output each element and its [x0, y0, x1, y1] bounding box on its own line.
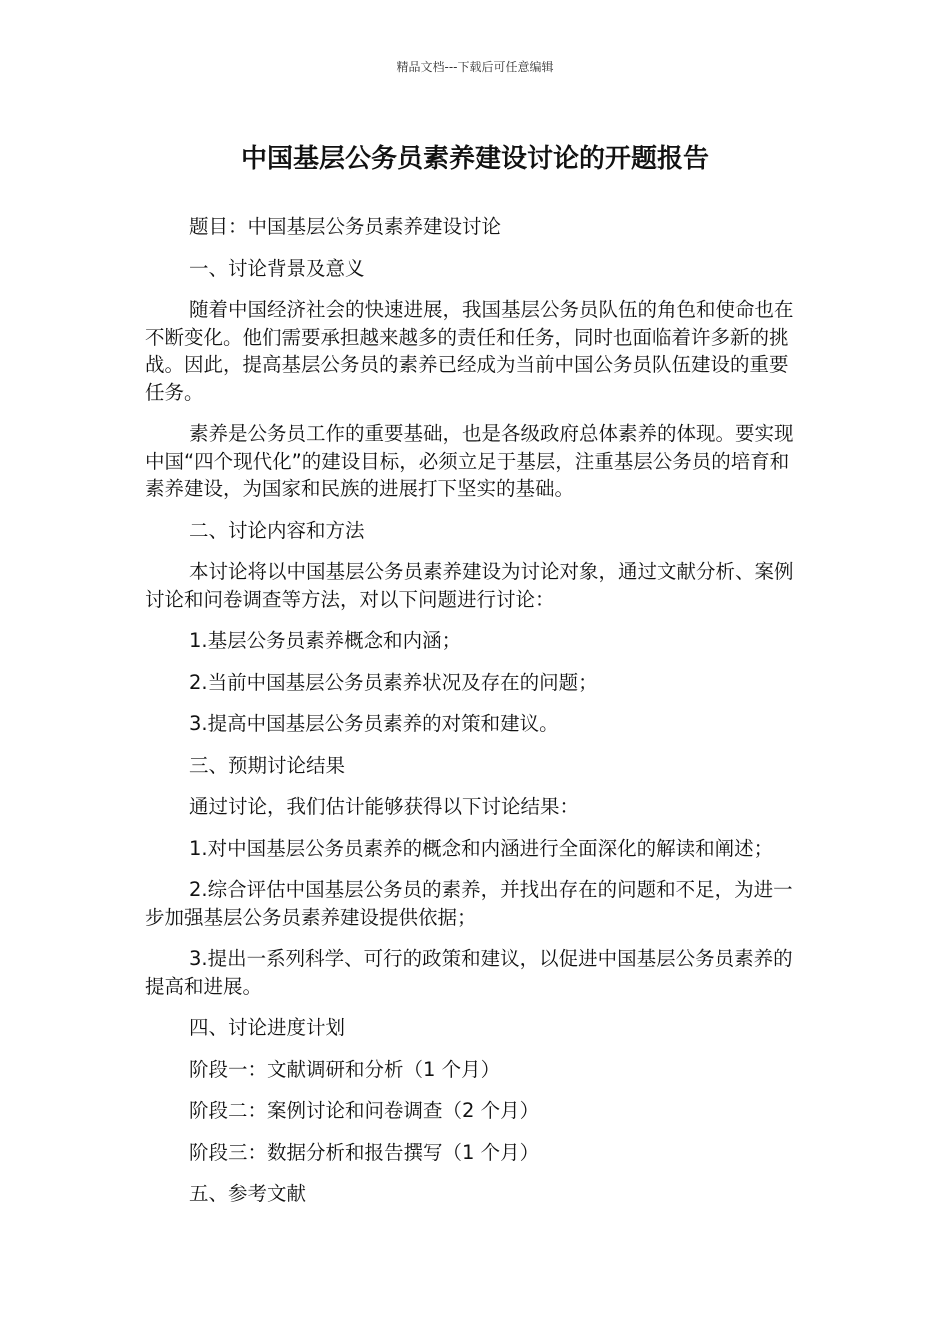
list-item-result-3: 3.提出一系列科学、可行的政策和建议，以促进中国基层公务员素养的提高和进展。 [145, 947, 793, 998]
list-item-question-3: 3.提高中国基层公务员素养的对策和建议。 [189, 712, 559, 735]
section-heading-background: 一、讨论背景及意义 [189, 256, 365, 280]
section-heading-schedule: 四、讨论进度计划 [189, 1016, 346, 1039]
schedule-stage-2: 阶段二：案例讨论和问卷调查（2 个月） [189, 1099, 540, 1122]
schedule-stage-1: 阶段一：文献调研和分析（1 个月） [189, 1057, 501, 1081]
list-item-question-1: 1.基层公务员素养概念和内涵； [189, 629, 462, 652]
paragraph-methods: 本讨论将以中国基层公务员素养建设为讨论对象，通过文献分析、案例讨论和问卷调查等方法，对以下问题进行讨论： [145, 560, 794, 611]
paragraph-background: 随着中国经济社会的快速进展，我国基层公务员队伍的角色和使命也在不断变化。他们需要承担越来越多的责任和任务，同时也面临着许多新的挑战。因此，提高基层公务员的素养已经成为当前中国公务员队伍建设的重要任务。 [145, 298, 794, 404]
header-note: 精品文档---下载后可任意编辑 [396, 60, 554, 74]
paragraph-significance: 素养是公务员工作的重要基础，也是各级政府总体素养的体现。要实现中国“四个现代化”的建设目标，必须立足于基层，注重基层公务员的培育和素养建设，为国家和民族的进展打下坚实的基础。 [145, 422, 794, 500]
section-heading-expected-results: 三、预期讨论结果 [189, 753, 346, 777]
list-item-result-2: 2.综合评估中国基层公务员的素养，并找出存在的问题和不足，为进一步加强基层公务员素养建设提供依据； [145, 878, 793, 929]
list-item-result-1: 1.对中国基层公务员素养的概念和内涵进行全面深化的解读和阐述； [189, 836, 774, 860]
paragraph-expected-intro: 通过讨论，我们估计能够获得以下讨论结果： [189, 795, 580, 818]
document-body [145, 213, 805, 1222]
document-title: 中国基层公务员素养建设讨论的开题报告 [240, 144, 709, 174]
section-heading-content-methods: 二、讨论内容和方法 [189, 518, 365, 542]
topic-line: 题目：中国基层公务员素养建设讨论 [189, 215, 502, 238]
list-item-question-2: 2.当前中国基层公务员素养状况及存在的问题； [189, 670, 598, 694]
schedule-stage-3: 阶段三：数据分析和报告撰写（1 个月） [189, 1140, 540, 1164]
section-heading-references: 五、参考文献 [189, 1182, 307, 1205]
